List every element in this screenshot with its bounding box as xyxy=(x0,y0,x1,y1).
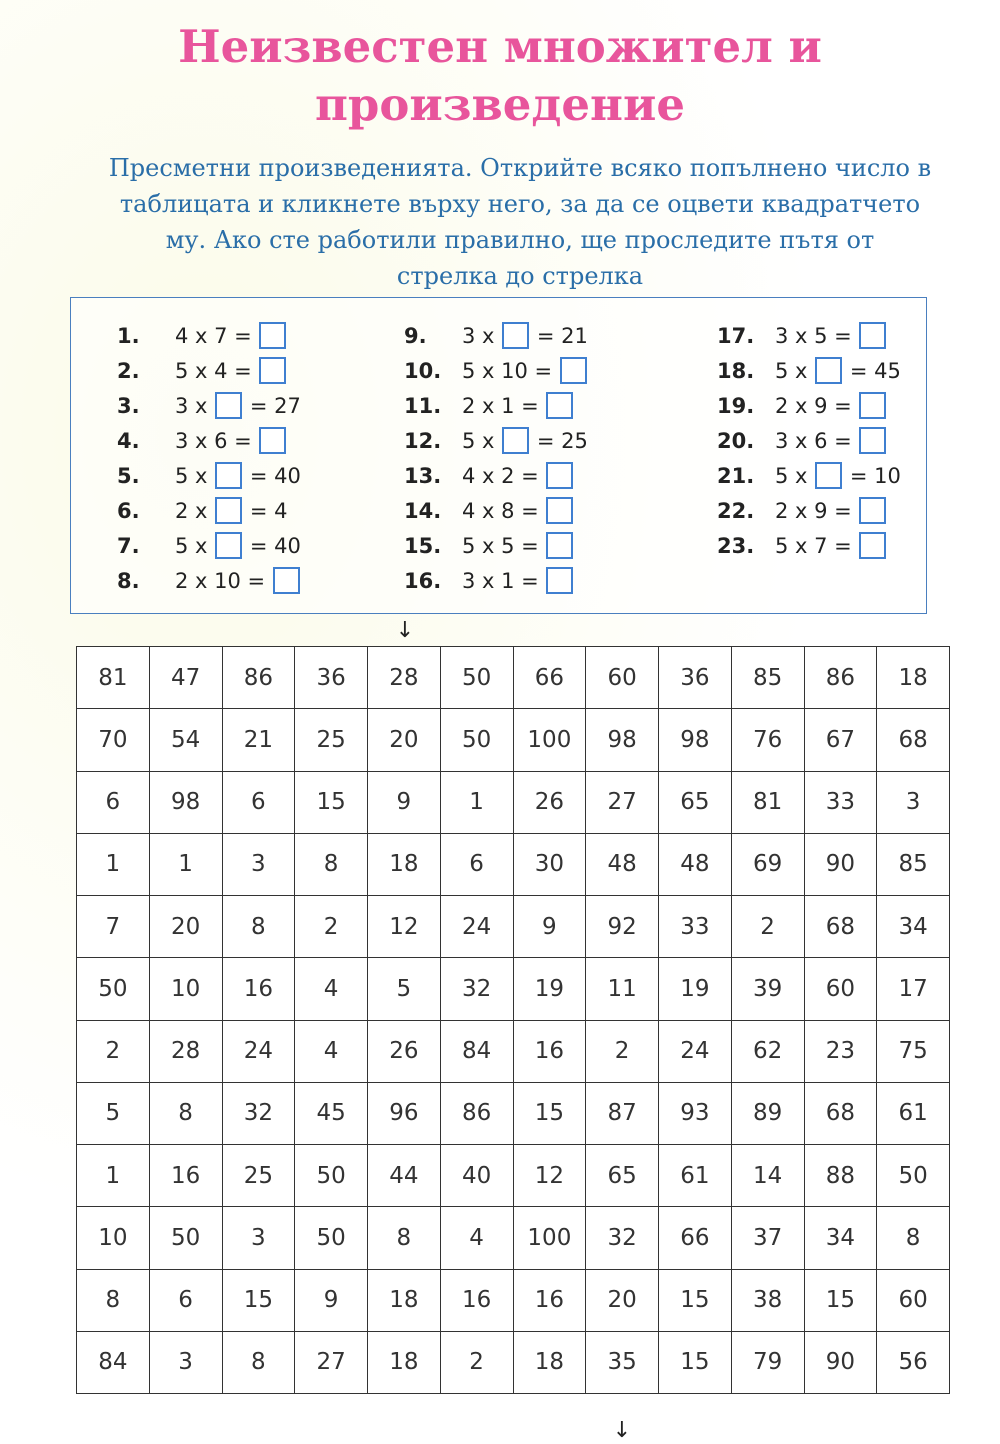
grid-cell[interactable]: 6 xyxy=(222,771,295,833)
equation-number: 18. xyxy=(717,358,755,383)
grid-cell[interactable]: 2 xyxy=(77,1020,150,1082)
answer-box[interactable] xyxy=(215,392,242,419)
answer-box[interactable] xyxy=(859,532,886,559)
grid-cell[interactable]: 19 xyxy=(513,958,586,1020)
answer-box[interactable] xyxy=(259,427,286,454)
equation-row xyxy=(117,353,301,388)
grid-cell[interactable]: 15 xyxy=(295,771,368,833)
equation-number: 6. xyxy=(117,498,140,523)
grid-cell[interactable]: 100 xyxy=(513,1207,586,1269)
grid-cell[interactable]: 69 xyxy=(731,833,804,895)
answer-box[interactable] xyxy=(215,497,242,524)
grid-cell[interactable]: 61 xyxy=(877,1082,950,1144)
equation-expression xyxy=(462,497,574,524)
equation-row xyxy=(717,528,901,563)
equation-number: 15. xyxy=(404,533,442,558)
equation-left: 3 x 1 = xyxy=(462,568,546,593)
grid-cell[interactable]: 87 xyxy=(586,1082,659,1144)
equation-number: 11. xyxy=(404,393,442,418)
equation-expression xyxy=(175,532,301,559)
grid-cell[interactable]: 48 xyxy=(659,833,732,895)
grid-cell[interactable]: 54 xyxy=(149,709,222,771)
grid-cell[interactable]: 60 xyxy=(804,958,877,1020)
equation-row xyxy=(404,458,588,493)
equation-row xyxy=(117,563,301,598)
answer-box[interactable] xyxy=(259,357,286,384)
grid-cell[interactable]: 16 xyxy=(222,958,295,1020)
grid-row xyxy=(77,1082,950,1144)
equation-row xyxy=(717,318,901,353)
grid-cell[interactable]: 11 xyxy=(586,958,659,1020)
grid-cell[interactable]: 15 xyxy=(804,1269,877,1331)
grid-cell[interactable]: 34 xyxy=(804,1207,877,1269)
equation-row xyxy=(117,318,301,353)
grid-row xyxy=(77,1020,950,1082)
grid-cell[interactable]: 90 xyxy=(804,833,877,895)
grid-row xyxy=(77,647,950,709)
instruction-line: му. Ако сте работили правилно, ще проследите пътя от xyxy=(165,226,875,254)
equation-left: 5 x 10 = xyxy=(462,358,559,383)
grid-cell[interactable]: 18 xyxy=(368,1331,441,1393)
equation-expression xyxy=(175,427,287,454)
grid-cell[interactable]: 3 xyxy=(222,833,295,895)
grid-cell[interactable]: 5 xyxy=(368,958,441,1020)
grid-cell[interactable]: 40 xyxy=(440,1145,513,1207)
instruction-line: Пресметни произведенията. Открийте всяко попълнено число в xyxy=(108,154,932,182)
equation-expression xyxy=(462,427,588,454)
grid-row xyxy=(77,833,950,895)
equation-row xyxy=(717,353,901,388)
grid-cell[interactable]: 18 xyxy=(368,833,441,895)
grid-cell[interactable]: 79 xyxy=(731,1331,804,1393)
grid-cell[interactable]: 3 xyxy=(877,771,950,833)
instruction-line: таблицата и кликнете върху него, за да се оцвети квадратчето xyxy=(119,190,921,218)
grid-cell[interactable]: 12 xyxy=(368,896,441,958)
grid-cell[interactable]: 33 xyxy=(659,896,732,958)
grid-cell[interactable]: 62 xyxy=(731,1020,804,1082)
grid-cell[interactable]: 2 xyxy=(440,1331,513,1393)
grid-cell[interactable]: 86 xyxy=(804,647,877,709)
grid-cell[interactable]: 65 xyxy=(586,1145,659,1207)
grid-row xyxy=(77,709,950,771)
grid-row xyxy=(77,896,950,958)
grid-cell[interactable]: 8 xyxy=(877,1207,950,1269)
grid-cell[interactable]: 38 xyxy=(731,1269,804,1331)
grid-cell[interactable]: 93 xyxy=(659,1082,732,1144)
grid-cell[interactable]: 27 xyxy=(295,1331,368,1393)
grid-cell[interactable]: 8 xyxy=(222,896,295,958)
answer-box[interactable] xyxy=(859,392,886,419)
equation-row xyxy=(117,388,301,423)
equation-row xyxy=(117,528,301,563)
grid-cell[interactable]: 26 xyxy=(368,1020,441,1082)
grid-cell[interactable]: 10 xyxy=(149,958,222,1020)
grid-cell[interactable]: 66 xyxy=(659,1207,732,1269)
equation-left: 3 x 5 = xyxy=(775,323,859,348)
equation-left: 5 x 5 = xyxy=(462,533,546,558)
equation-number: 9. xyxy=(404,323,427,348)
grid-cell[interactable]: 50 xyxy=(149,1207,222,1269)
grid-cell[interactable]: 100 xyxy=(513,709,586,771)
instruction-line: стрелка до стрелка xyxy=(396,262,644,290)
equation-expression xyxy=(775,497,887,524)
grid-cell[interactable]: 8 xyxy=(368,1207,441,1269)
equation-number: 8. xyxy=(117,568,140,593)
grid-cell[interactable]: 15 xyxy=(659,1331,732,1393)
equation-left: 3 x xyxy=(462,323,502,348)
equation-right: = 27 xyxy=(243,393,301,418)
grid-cell[interactable]: 60 xyxy=(586,647,659,709)
equation-expression xyxy=(775,357,901,384)
start-arrow-icon: ↓ xyxy=(395,618,415,643)
equation-number: 13. xyxy=(404,463,442,488)
grid-cell[interactable]: 50 xyxy=(295,1207,368,1269)
grid-row xyxy=(77,1331,950,1393)
equation-left: 2 x 9 = xyxy=(775,393,859,418)
equation-row xyxy=(404,318,588,353)
page-title xyxy=(0,18,1000,134)
equation-row xyxy=(117,423,301,458)
answer-box[interactable] xyxy=(815,462,842,489)
grid-cell[interactable]: 37 xyxy=(731,1207,804,1269)
grid-cell[interactable]: 20 xyxy=(586,1269,659,1331)
grid-cell[interactable]: 16 xyxy=(149,1145,222,1207)
equation-number: 21. xyxy=(717,463,755,488)
equation-row xyxy=(117,493,301,528)
grid-cell[interactable]: 23 xyxy=(804,1020,877,1082)
grid-cell[interactable]: 86 xyxy=(222,647,295,709)
answer-box[interactable] xyxy=(859,427,886,454)
equation-expression xyxy=(175,567,301,594)
end-arrow-icon: ↓ xyxy=(612,1418,632,1443)
grid-cell[interactable]: 32 xyxy=(586,1207,659,1269)
grid-cell[interactable]: 25 xyxy=(295,709,368,771)
grid-cell[interactable]: 28 xyxy=(149,1020,222,1082)
equation-left: 5 x 4 = xyxy=(175,358,259,383)
equation-left: 3 x 6 = xyxy=(775,428,859,453)
equation-expression xyxy=(462,567,574,594)
equation-number: 17. xyxy=(717,323,755,348)
equation-number: 22. xyxy=(717,498,755,523)
grid-cell[interactable]: 32 xyxy=(222,1082,295,1144)
answer-box[interactable] xyxy=(815,357,842,384)
equation-right: = 40 xyxy=(243,463,301,488)
grid-cell[interactable]: 68 xyxy=(877,709,950,771)
equation-left: 4 x 7 = xyxy=(175,323,259,348)
grid-cell[interactable]: 2 xyxy=(295,896,368,958)
grid-cell[interactable]: 36 xyxy=(659,647,732,709)
equation-left: 5 x xyxy=(775,358,815,383)
equation-expression xyxy=(775,392,887,419)
equations-box xyxy=(70,297,927,614)
grid-cell[interactable]: 6 xyxy=(440,833,513,895)
equation-number: 3. xyxy=(117,393,140,418)
grid-cell[interactable]: 24 xyxy=(222,1020,295,1082)
grid-cell[interactable]: 1 xyxy=(149,833,222,895)
grid-cell[interactable]: 24 xyxy=(440,896,513,958)
equation-right: = 40 xyxy=(243,533,301,558)
grid-cell[interactable]: 16 xyxy=(513,1020,586,1082)
grid-cell[interactable]: 98 xyxy=(659,709,732,771)
grid-cell[interactable]: 27 xyxy=(586,771,659,833)
grid-cell[interactable]: 86 xyxy=(440,1082,513,1144)
grid-cell[interactable]: 81 xyxy=(731,771,804,833)
grid-cell[interactable]: 9 xyxy=(368,771,441,833)
equation-expression xyxy=(175,322,287,349)
grid-cell[interactable]: 1 xyxy=(77,1145,150,1207)
grid-cell[interactable]: 16 xyxy=(513,1269,586,1331)
grid-cell[interactable]: 15 xyxy=(222,1269,295,1331)
equation-number: 2. xyxy=(117,358,140,383)
grid-cell[interactable]: 44 xyxy=(368,1145,441,1207)
equation-number: 10. xyxy=(404,358,442,383)
grid-cell[interactable]: 9 xyxy=(513,896,586,958)
equation-left: 5 x xyxy=(775,463,815,488)
grid-cell[interactable]: 30 xyxy=(513,833,586,895)
equation-left: 4 x 8 = xyxy=(462,498,546,523)
equation-left: 5 x xyxy=(175,533,215,558)
grid-cell[interactable]: 4 xyxy=(440,1207,513,1269)
grid-cell[interactable]: 68 xyxy=(804,896,877,958)
equation-right: = 25 xyxy=(530,428,588,453)
grid-cell[interactable]: 21 xyxy=(222,709,295,771)
grid-cell[interactable]: 8 xyxy=(149,1082,222,1144)
grid-row xyxy=(77,1269,950,1331)
equation-expression xyxy=(775,322,887,349)
grid-cell[interactable]: 12 xyxy=(513,1145,586,1207)
equation-expression xyxy=(175,357,287,384)
grid-cell[interactable]: 50 xyxy=(295,1145,368,1207)
grid-cell[interactable]: 8 xyxy=(77,1269,150,1331)
equation-expression xyxy=(462,462,574,489)
equation-left: 3 x xyxy=(175,393,215,418)
grid-cell[interactable]: 8 xyxy=(222,1331,295,1393)
equation-left: 2 x 10 = xyxy=(175,568,272,593)
grid-cell[interactable]: 45 xyxy=(295,1082,368,1144)
grid-cell[interactable]: 65 xyxy=(659,771,732,833)
equation-number: 1. xyxy=(117,323,140,348)
grid-cell[interactable]: 28 xyxy=(368,647,441,709)
grid-row xyxy=(77,771,950,833)
equation-row xyxy=(117,458,301,493)
equation-left: 2 x 9 = xyxy=(775,498,859,523)
answer-box[interactable] xyxy=(546,532,573,559)
grid-cell[interactable]: 76 xyxy=(731,709,804,771)
equation-expression xyxy=(175,462,301,489)
answer-box[interactable] xyxy=(215,532,242,559)
equation-expression xyxy=(462,357,588,384)
equation-number: 7. xyxy=(117,533,140,558)
instructions xyxy=(60,150,980,294)
equation-number: 19. xyxy=(717,393,755,418)
equation-row xyxy=(404,563,588,598)
grid-cell[interactable]: 15 xyxy=(659,1269,732,1331)
equation-left: 5 x xyxy=(175,463,215,488)
grid-cell[interactable]: 47 xyxy=(149,647,222,709)
equation-number: 20. xyxy=(717,428,755,453)
grid-cell[interactable]: 18 xyxy=(513,1331,586,1393)
grid-cell[interactable]: 8 xyxy=(295,833,368,895)
title-line: произведение xyxy=(315,78,685,131)
equation-expression xyxy=(462,322,588,349)
grid-cell[interactable]: 84 xyxy=(77,1331,150,1393)
grid-cell[interactable]: 34 xyxy=(877,896,950,958)
grid-cell[interactable]: 68 xyxy=(804,1082,877,1144)
grid-cell[interactable]: 4 xyxy=(295,1020,368,1082)
answer-box[interactable] xyxy=(546,567,573,594)
grid-cell[interactable]: 19 xyxy=(659,958,732,1020)
grid-cell[interactable]: 84 xyxy=(440,1020,513,1082)
equation-number: 23. xyxy=(717,533,755,558)
equation-right: = 21 xyxy=(530,323,588,348)
equation-number: 5. xyxy=(117,463,140,488)
grid-cell[interactable]: 98 xyxy=(149,771,222,833)
equation-expression xyxy=(175,392,301,419)
equations-column xyxy=(117,318,301,598)
equation-left: 2 x xyxy=(175,498,215,523)
grid-cell[interactable]: 50 xyxy=(440,647,513,709)
grid-cell[interactable]: 50 xyxy=(77,958,150,1020)
equation-number: 4. xyxy=(117,428,140,453)
equation-left: 4 x 2 = xyxy=(462,463,546,488)
grid-cell[interactable]: 50 xyxy=(877,1145,950,1207)
grid-cell[interactable]: 75 xyxy=(877,1020,950,1082)
grid-cell[interactable]: 16 xyxy=(440,1269,513,1331)
title-line: Неизвестен множител и xyxy=(178,20,822,73)
grid-cell[interactable]: 35 xyxy=(586,1331,659,1393)
equation-row xyxy=(717,458,901,493)
answer-box[interactable] xyxy=(859,322,886,349)
answer-box[interactable] xyxy=(273,567,300,594)
answer-box[interactable] xyxy=(502,427,529,454)
grid-row xyxy=(77,1145,950,1207)
equations-column xyxy=(717,318,901,563)
grid-cell[interactable]: 18 xyxy=(877,647,950,709)
grid-cell[interactable]: 92 xyxy=(586,896,659,958)
grid-cell[interactable]: 3 xyxy=(149,1331,222,1393)
equation-number: 12. xyxy=(404,428,442,453)
grid-cell[interactable]: 6 xyxy=(77,771,150,833)
grid-cell[interactable]: 48 xyxy=(586,833,659,895)
equation-row xyxy=(404,423,588,458)
grid-cell[interactable]: 26 xyxy=(513,771,586,833)
grid-cell[interactable]: 15 xyxy=(513,1082,586,1144)
answer-box[interactable] xyxy=(546,462,573,489)
grid-cell[interactable]: 90 xyxy=(804,1331,877,1393)
answer-box[interactable] xyxy=(859,497,886,524)
grid-cell[interactable]: 39 xyxy=(731,958,804,1020)
grid-cell[interactable]: 6 xyxy=(149,1269,222,1331)
grid-cell[interactable]: 66 xyxy=(513,647,586,709)
answer-box[interactable] xyxy=(546,497,573,524)
equation-expression xyxy=(462,532,574,559)
grid-cell[interactable]: 2 xyxy=(731,896,804,958)
grid-cell[interactable]: 61 xyxy=(659,1145,732,1207)
equation-right: = 4 xyxy=(243,498,288,523)
grid-cell[interactable]: 33 xyxy=(804,771,877,833)
grid-cell[interactable]: 14 xyxy=(731,1145,804,1207)
grid-cell[interactable]: 24 xyxy=(659,1020,732,1082)
grid-cell[interactable]: 50 xyxy=(440,709,513,771)
grid-cell[interactable]: 60 xyxy=(877,1269,950,1331)
grid-cell[interactable]: 5 xyxy=(77,1082,150,1144)
answer-box[interactable] xyxy=(215,462,242,489)
grid-cell[interactable]: 98 xyxy=(586,709,659,771)
grid-cell[interactable]: 89 xyxy=(731,1082,804,1144)
grid-cell[interactable]: 1 xyxy=(440,771,513,833)
equation-expression xyxy=(775,427,887,454)
grid-row xyxy=(77,1207,950,1269)
grid-cell[interactable]: 17 xyxy=(877,958,950,1020)
equation-row xyxy=(404,353,588,388)
equation-expression xyxy=(462,392,574,419)
equation-row xyxy=(404,493,588,528)
equation-right: = 10 xyxy=(843,463,901,488)
number-grid xyxy=(76,646,950,1394)
grid-cell[interactable]: 88 xyxy=(804,1145,877,1207)
equation-left: 2 x 1 = xyxy=(462,393,546,418)
grid-cell[interactable]: 20 xyxy=(368,709,441,771)
grid-cell[interactable]: 32 xyxy=(440,958,513,1020)
grid-cell[interactable]: 3 xyxy=(222,1207,295,1269)
equation-left: 5 x 7 = xyxy=(775,533,859,558)
grid-cell[interactable]: 81 xyxy=(77,647,150,709)
grid-cell[interactable]: 25 xyxy=(222,1145,295,1207)
grid-cell[interactable]: 9 xyxy=(295,1269,368,1331)
grid-cell[interactable]: 36 xyxy=(295,647,368,709)
grid-row xyxy=(77,958,950,1020)
answer-box[interactable] xyxy=(259,322,286,349)
grid-cell[interactable]: 70 xyxy=(77,709,150,771)
equations-column xyxy=(404,318,588,598)
grid-cell[interactable]: 20 xyxy=(149,896,222,958)
grid-cell[interactable]: 1 xyxy=(77,833,150,895)
equation-row xyxy=(404,388,588,423)
equation-number: 16. xyxy=(404,568,442,593)
grid-cell[interactable]: 7 xyxy=(77,896,150,958)
grid-cell[interactable]: 85 xyxy=(731,647,804,709)
equation-expression xyxy=(775,462,901,489)
grid-cell[interactable]: 10 xyxy=(77,1207,150,1269)
equation-row xyxy=(717,423,901,458)
grid-cell[interactable]: 4 xyxy=(295,958,368,1020)
equation-row xyxy=(717,388,901,423)
answer-box[interactable] xyxy=(546,392,573,419)
equation-number: 14. xyxy=(404,498,442,523)
grid-cell[interactable]: 18 xyxy=(368,1269,441,1331)
grid-cell[interactable]: 2 xyxy=(586,1020,659,1082)
grid-cell[interactable]: 85 xyxy=(877,833,950,895)
equation-left: 3 x 6 = xyxy=(175,428,259,453)
equation-left: 5 x xyxy=(462,428,502,453)
equation-row xyxy=(717,493,901,528)
grid-cell[interactable]: 67 xyxy=(804,709,877,771)
answer-box[interactable] xyxy=(560,357,587,384)
answer-box[interactable] xyxy=(502,322,529,349)
equation-right: = 45 xyxy=(843,358,901,383)
equation-row xyxy=(404,528,588,563)
equation-expression xyxy=(775,532,887,559)
equation-expression xyxy=(175,497,287,524)
grid-cell[interactable]: 96 xyxy=(368,1082,441,1144)
grid-cell[interactable]: 56 xyxy=(877,1331,950,1393)
